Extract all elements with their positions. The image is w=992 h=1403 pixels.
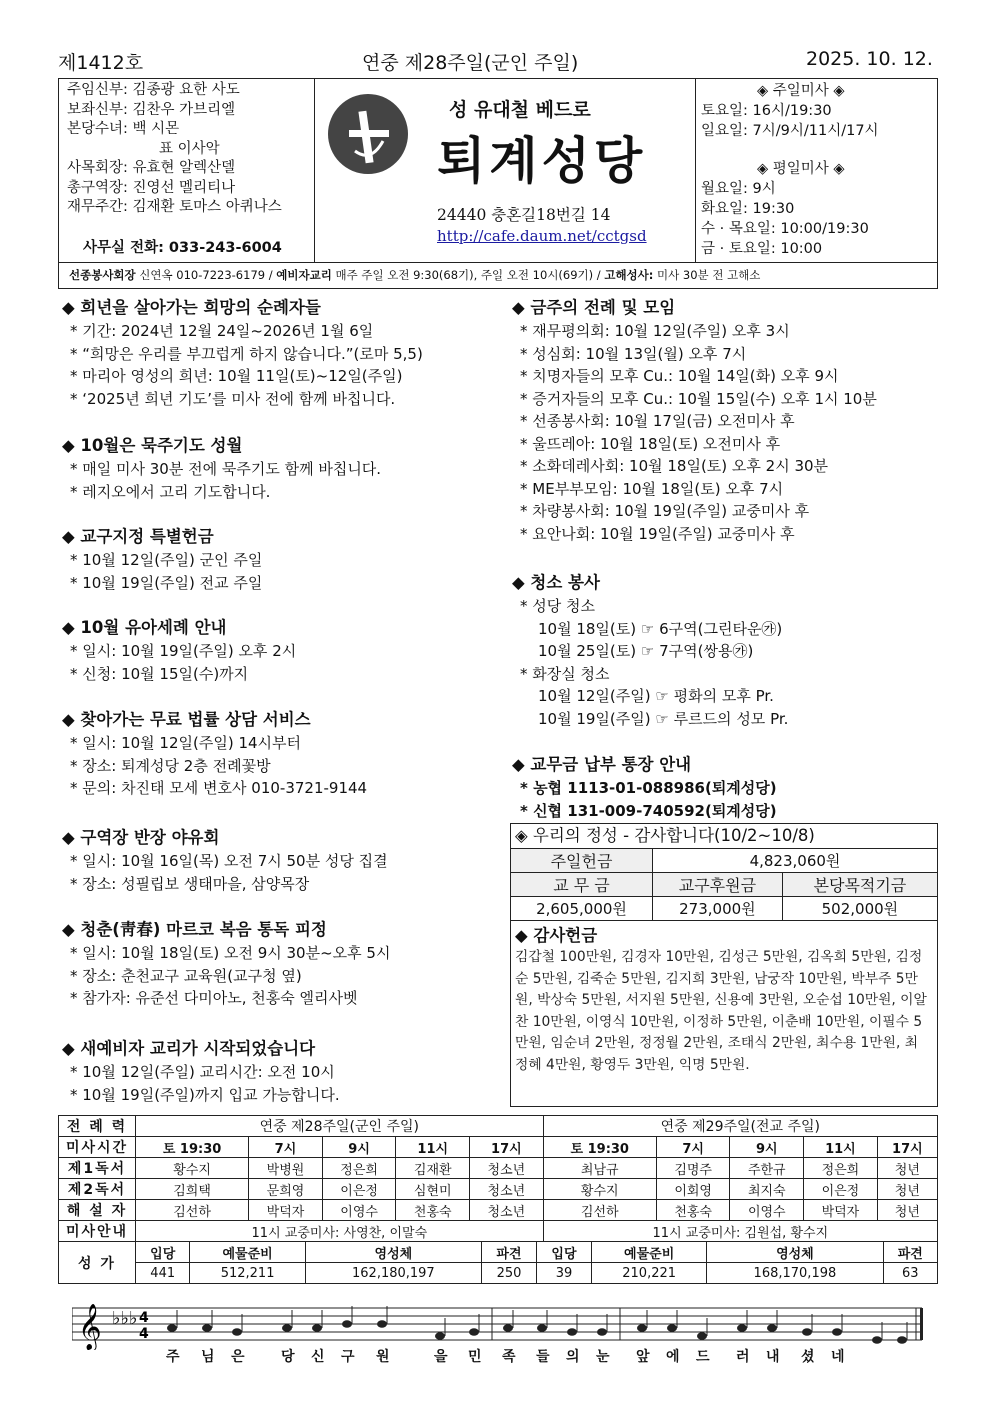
note [872, 1336, 882, 1344]
table-cell: 4,823,060원 [653, 849, 938, 873]
mass-times [695, 79, 937, 262]
note [469, 1328, 479, 1336]
staff-row: 표 이사악 [159, 140, 220, 157]
note [697, 1332, 707, 1340]
lyric-syllable: 민 [468, 1349, 482, 1365]
sunday-mass-title: ◈ 주일미사 ◈ [757, 83, 845, 99]
lyric-syllable: 셨 [801, 1349, 815, 1365]
note [202, 1324, 212, 1332]
table-cell: 교구후원금 [653, 873, 783, 897]
table-cell: 교 무 금 [511, 873, 653, 897]
note [767, 1324, 777, 1332]
lyric-syllable: 눈 [596, 1349, 610, 1365]
lyric-syllable: 님 [201, 1349, 215, 1365]
note [232, 1328, 242, 1336]
lyrics [72, 1346, 932, 1370]
weekday-mass-line: 월요일: 9시 [701, 181, 776, 197]
cafe-link[interactable]: http://cafe.daum.net/cctgsd [437, 227, 647, 245]
issue-date: 2025. 10. 12. [806, 48, 933, 70]
weekday-mass-line: 화요일: 19:30 [701, 201, 795, 217]
section-weekly-liturgy: ◆ 금주의 전례 및 모임 * 재무평의회: 10월 12일(주일) 오후 3시 * 성심회: 10월 13일(월) 오후 7시 * 치명자들의 모후 Cu.: 10월 14일(화) 오후 9시 * 증거자들의 모후 Cu.: 10월 15일(수) 오후 1시 10분 * 선종봉사회: 10월 17일(금) 오전미사 후 * 울뜨레아: 10월 18일(토) 오전미사 후 * 소화데레사회: 10월 18일(토) 오후 2시 30분 * ME부부모임: 10월 18일(토) 오후 7시 * 차량봉사회: 10월 19일(주일) 교중미사 후 * 요안나회: 10월 19일(주일) 교중미사 후 [512, 298, 877, 543]
section-jubilee: ◆ 희년을 살아가는 희망의 순례자들 * 기간: 2024년 12월 24일~2026년 1월 6일 * “희망은 우리를 부끄럽게 하지 않습니다.”(로마 5,5) * 마리아 영성의 희년: 10월 11일(토)~12일(주일) * ‘2025년 희년 기도’를 미사 전에 함께 바칩니다. [62, 298, 423, 408]
note [832, 1328, 842, 1336]
sunday-mass-line: 토요일: 16시/19:30 [701, 103, 832, 119]
time-signature: 4 [139, 1326, 149, 1342]
staff-list [59, 79, 315, 262]
note [377, 1320, 387, 1328]
issue-number: 제1412호 [58, 52, 144, 74]
lyric-syllable: 주 [166, 1349, 180, 1365]
lyric-syllable: 당 [281, 1349, 295, 1365]
staff-row: 총구역장: 진영선 멜리티나 [67, 179, 236, 196]
lyric-syllable: 앞 [636, 1349, 650, 1365]
table-cell: 2,605,000원 [511, 897, 653, 921]
staff-row: 사목회장: 유효현 알렉산델 [67, 160, 236, 176]
lyric-syllable: 족 [502, 1349, 516, 1365]
info-strip: 선종봉사회장 신연옥 010-7223-6179 / 예비자교리 매주 주일 오전 9:30(68기), 주일 오전 10시(69기) / 고해성사: 미사 30분 전 고해소 [58, 263, 938, 289]
staff-row: 재무주간: 김재환 토마스 아퀴나스 [67, 199, 282, 215]
donation-block [511, 920, 937, 1076]
note [503, 1324, 513, 1332]
staff-row: 주임신부: 김종광 요한 사도 [67, 82, 240, 98]
lyric-syllable: 의 [566, 1349, 580, 1365]
flat-icon: ♭♭♭ [112, 1308, 138, 1329]
lyric-syllable: 원 [376, 1349, 390, 1365]
note [737, 1324, 747, 1332]
header-box [58, 78, 938, 263]
thanks-title: ◈ 우리의 정성 - 감사합니다(10/2~10/8) [511, 824, 937, 849]
thanks-box [510, 823, 938, 1107]
lyric-syllable: 을 [434, 1349, 448, 1365]
offering-table [511, 849, 937, 920]
lyric-syllable: 드 [696, 1349, 710, 1365]
lyric-syllable: 은 [231, 1349, 245, 1365]
hymn-table: 입당 예물준비 영성체 파견 입당 예물준비 영성체 파견 441 512,211 162,180,197 250 39 210,221 168,170,198 63 [136, 1242, 937, 1283]
office-phone: 사무실 전화: 033-243-6004 [83, 240, 282, 256]
lyric-syllable: 내 [766, 1349, 780, 1365]
lyric-syllable: 들 [536, 1349, 550, 1365]
note [567, 1328, 577, 1336]
section-dues-account: ◆ 교무금 납부 통장 안내 * 농협 1113-01-088986(퇴계성당) * 신협 131-009-740592(퇴계성당) [512, 755, 777, 820]
church-logo-icon [327, 93, 409, 175]
time-signature: 4 [139, 1310, 149, 1326]
section-special-offering: ◆ 교구지정 특별헌금 * 10월 12일(주일) 군인 주일 * 10월 19일(주일) 전교 주일 [62, 527, 263, 592]
note [637, 1324, 647, 1332]
mass-schedule-table: 전 례 력 연중 제28주일(군인 주일) 연중 제29주일(전교 주일) 미사시간 토 19:30 7시 9시 11시 17시 토 19:30 7시 9시 11시 17시 제1독서 황수지 박병원 정은희 김재환 청소년 최남규 김명주 주한규 정은희 청년 제2독서 김희택 문희영 이은정 심현미 청소년 황수지 이회영 최지숙 이은정 청년 해 설 자 김선하 박덕자 이영수 천홍숙 청소년 김선하 천홍숙 이영수 박덕자 청년 미사안내 11시 교중미사: 사영찬, 이말숙 11시 교중미사: 김원섭, 황수지 성 가 입당 예물준비 영성체 파견 입당 예물준비 영성체 파견 441 512,211 162,180,197 250 39 210,221 168,170,198 63 [58, 1115, 938, 1284]
weekday-mass-line: 수 · 목요일: 10:00/19:30 [701, 221, 869, 237]
note [667, 1324, 677, 1332]
table-cell: 주일헌금 [511, 849, 653, 873]
church-subtitle: 성 유대철 베드로 [449, 99, 591, 121]
note [167, 1324, 177, 1332]
note [342, 1320, 352, 1328]
section-picnic: ◆ 구역장 반장 야유회 * 일시: 10월 16일(목) 오전 7시 50분 성당 집결 * 장소: 성필립보 생태마을, 삼양목장 [62, 828, 388, 893]
section-legal-service: ◆ 찾아가는 무료 법률 상담 서비스 * 일시: 10월 12일(주일) 14시부터 * 장소: 퇴계성당 2층 전례꽃방 * 문의: 차진태 모세 변호사 010-3721-9144 [62, 710, 368, 797]
church-address: 24440 충혼길18번길 14 [437, 206, 611, 224]
section-infant-baptism: ◆ 10월 유아세례 안내 * 일시: 10월 19일(주일) 오후 2시 * 신청: 10월 15일(수)까지 [62, 618, 297, 683]
weekday-mass-line: 금 · 토요일: 10:00 [701, 241, 823, 257]
donation-title: ◆ 감사헌금 [515, 926, 598, 945]
staff-row: 보좌신부: 김찬우 가브리엘 [67, 101, 236, 118]
lyric-syllable: 에 [666, 1349, 680, 1365]
page-title: 연중 제28주일(군인 주일) [362, 52, 579, 74]
lyric-syllable: 신 [311, 1349, 325, 1365]
lyric-syllable: 네 [831, 1349, 845, 1365]
table-cell: 502,000원 [782, 897, 937, 921]
sunday-mass-line: 일요일: 7시/9시/11시/17시 [701, 123, 879, 139]
donation-list: 김갑철 100만원, 김경자 10만원, 김성근 5만원, 김옥희 5만원, 김정순 5만원, 김죽순 5만원, 김지희 3만원, 남궁작 10만원, 박부주 5만원, 박상숙 5만원, 서지원 5만원, 신용예 3만원, 오순섭 10만원, 이알찬 10만원, 이영식 10만원, 이정하 5만원, 이춘배 10만원, 이필수 5만원, 임순녀 2만원, 정정월 2만원, 조태식 2만원, 최수용 1만원, 최정혜 4만원, 황영두 3만원, 익명 5만원. [515, 949, 927, 1073]
church-block [315, 79, 696, 262]
note [282, 1324, 292, 1332]
section-catechumen: ◆ 새예비자 교리가 시작되었습니다 * 10월 12일(주일) 교리시간: 오전 10시 * 10월 19일(주일)까지 입교 가능합니다. [62, 1039, 340, 1104]
table-cell: 본당목적기금 [782, 873, 937, 897]
note [537, 1324, 547, 1332]
music-staff [72, 1302, 932, 1350]
lyric-syllable: 러 [736, 1349, 750, 1365]
table-cell: 273,000원 [653, 897, 783, 921]
section-retreat: ◆ 청춘(靑春) 마르코 복음 통독 피정 * 일시: 10월 18일(토) 오전 9시 30분~오후 5시 * 장소: 춘천교구 교육원(교구청 옆) * 참가자: 유준선 다미아노, 천홍숙 엘리사벳 [62, 920, 391, 1007]
lyric-syllable: 구 [341, 1349, 355, 1365]
note [312, 1324, 322, 1332]
note [802, 1328, 812, 1336]
section-rosary: ◆ 10월은 묵주기도 성월 * 매일 미사 30분 전에 묵주기도 함께 바칩니다. * 레지오에서 고리 기도합니다. [62, 436, 382, 501]
note [435, 1332, 445, 1340]
weekday-mass-title: ◈ 평일미사 ◈ [757, 161, 845, 177]
treble-clef-icon: 𝄞 [78, 1304, 102, 1350]
notes [167, 1306, 907, 1344]
section-cleaning: ◆ 청소 봉사 * 성당 청소 10월 18일(토) ☞ 6구역(그린타운㉮) 10월 25일(토) ☞ 7구역(쌍용㉮) * 화장실 청소 10월 12일(주일) ☞ 평화의 모후 Pr. 10월 19일(주일) ☞ 루르드의 성모 Pr. [512, 573, 789, 728]
note [597, 1328, 607, 1336]
staff-row: 본당수녀: 백 시몬 [67, 121, 180, 137]
note [897, 1336, 907, 1344]
church-name: 퇴계성당 [437, 132, 647, 190]
